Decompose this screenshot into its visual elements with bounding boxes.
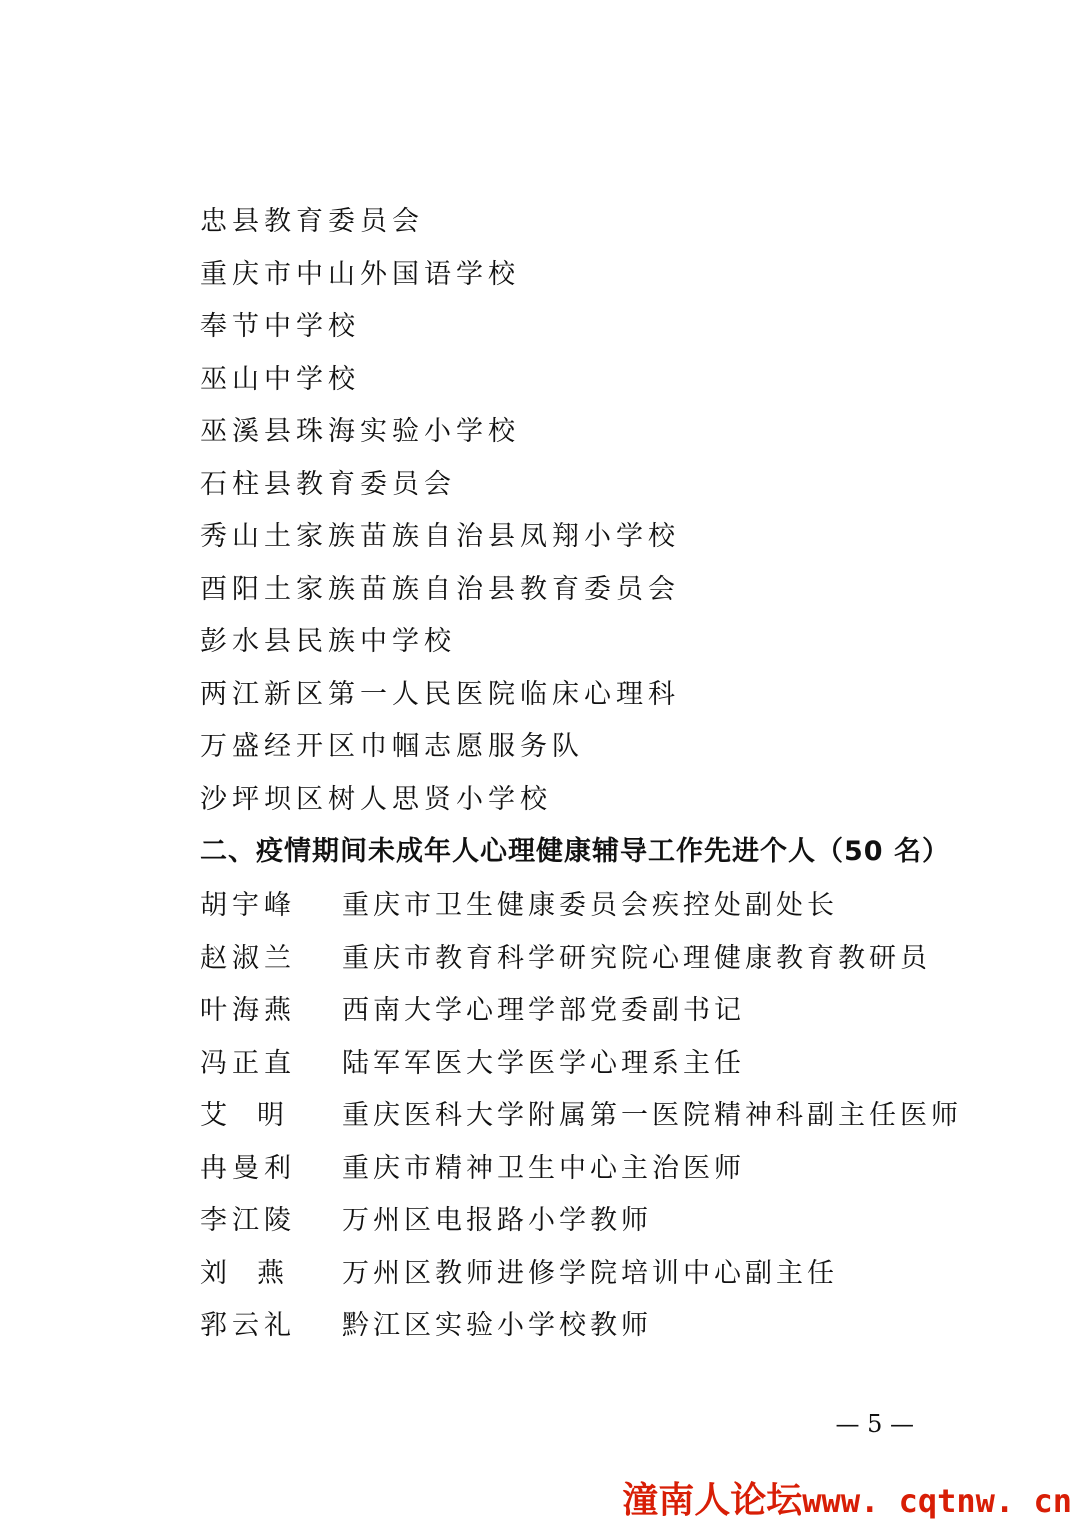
watermark-url: www. cqtnw. cn bbox=[802, 1482, 1072, 1520]
table-row bbox=[200, 1195, 962, 1248]
list-item: 石柱县教育委员会 bbox=[200, 468, 456, 500]
individual-list bbox=[200, 880, 962, 1353]
person-title: 陆军军医大学医学心理系主任 bbox=[342, 1047, 745, 1079]
list-item: 沙坪坝区树人思贤小学校 bbox=[200, 783, 552, 815]
organization-list bbox=[200, 196, 680, 826]
list-item: 秀山土家族苗族自治县凤翔小学校 bbox=[200, 521, 680, 552]
person-name: 李江陵 bbox=[200, 1205, 296, 1236]
watermark-site-name: 潼南人论坛 bbox=[622, 1480, 803, 1521]
watermark bbox=[622, 1479, 1072, 1523]
page-number: — 5 — bbox=[835, 1410, 914, 1438]
person-title: 重庆医科大学附属第一医院精神科副主任医师 bbox=[342, 1100, 962, 1131]
list-item: 酉阳土家族苗族自治县教育委员会 bbox=[200, 573, 680, 605]
table-row bbox=[200, 933, 962, 986]
list-item: 奉节中学校 bbox=[200, 311, 360, 342]
person-title: 重庆市卫生健康委员会疾控处副处长 bbox=[342, 890, 838, 921]
table-row bbox=[200, 1038, 962, 1091]
person-name: 艾 明 bbox=[200, 1100, 284, 1131]
table-row bbox=[200, 985, 962, 1038]
section-heading: 二、疫情期间未成年人心理健康辅导工作先进个人（50 名） bbox=[200, 836, 950, 867]
person-name: 冉曼利 bbox=[200, 1152, 296, 1184]
table-row bbox=[200, 1090, 962, 1143]
table-row bbox=[200, 1143, 962, 1196]
person-title: 万州区教师进修学院培训中心副主任 bbox=[342, 1257, 838, 1289]
person-title: 重庆市教育科学研究院心理健康教育教研员 bbox=[342, 942, 931, 974]
table-row bbox=[200, 880, 962, 933]
person-title: 重庆市精神卫生中心主治医师 bbox=[342, 1152, 745, 1184]
person-title: 万州区电报路小学教师 bbox=[342, 1205, 652, 1236]
list-item: 忠县教育委员会 bbox=[200, 206, 424, 237]
list-item: 巫山中学校 bbox=[200, 363, 360, 395]
person-title: 黔江区实验小学校教师 bbox=[342, 1310, 652, 1341]
person-name: 胡宇峰 bbox=[200, 890, 296, 921]
person-name: 郛云礼 bbox=[200, 1310, 296, 1341]
list-item: 彭水县民族中学校 bbox=[200, 626, 456, 657]
table-row bbox=[200, 1300, 962, 1353]
list-item: 巫溪县珠海实验小学校 bbox=[200, 416, 520, 447]
person-name: 冯正直 bbox=[200, 1047, 296, 1079]
person-name: 赵淑兰 bbox=[200, 942, 296, 974]
list-item: 两江新区第一人民医院临床心理科 bbox=[200, 678, 680, 710]
table-row bbox=[200, 1248, 962, 1301]
person-name: 刘 燕 bbox=[200, 1257, 284, 1289]
list-item: 万盛经开区巾帼志愿服务队 bbox=[200, 731, 584, 762]
person-title: 西南大学心理学部党委副书记 bbox=[342, 995, 745, 1026]
list-item: 重庆市中山外国语学校 bbox=[200, 258, 520, 290]
person-name: 叶海燕 bbox=[200, 995, 296, 1026]
